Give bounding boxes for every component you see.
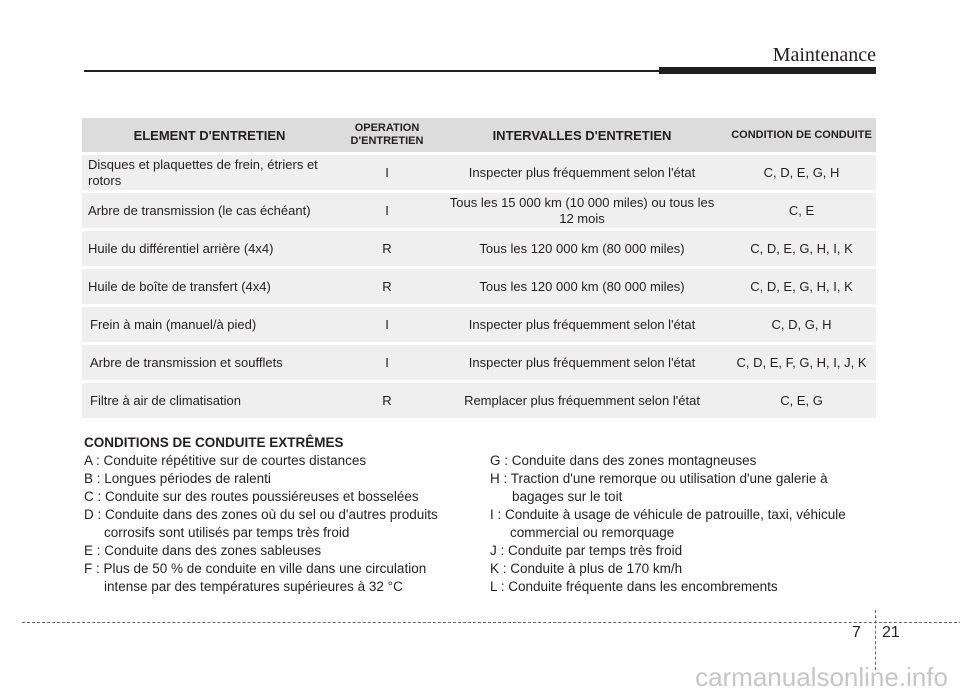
cell-condition: C, D, E, G, H, I, K <box>727 269 876 304</box>
table-row <box>82 193 876 228</box>
chapter-number: 7 <box>852 624 861 641</box>
condition-item: I : Conduite à usage de véhicule de patrouille, taxi, véhicule commercial ou remorquage <box>490 507 846 540</box>
table-row <box>82 155 876 190</box>
table-header-row <box>82 118 876 152</box>
table-row <box>82 231 876 266</box>
maintenance-table <box>82 115 876 421</box>
cell-operation: R <box>337 269 437 304</box>
header-operation: OPERATION D'ENTRETIEN <box>337 118 437 152</box>
page-number-separator <box>875 610 876 670</box>
cell-element: Disques et plaquettes de frein, étriers et rotors <box>82 155 337 190</box>
conditions-right-column <box>490 452 876 596</box>
condition-item: B : Longues périodes de ralenti <box>84 471 271 486</box>
cell-operation: I <box>337 345 437 380</box>
cell-interval: Tous les 15 000 km (10 000 miles) ou tous les 12 mois <box>437 193 727 228</box>
cell-condition: C, E, G <box>727 383 876 418</box>
condition-item: A : Conduite répétitive sur de courtes distances <box>84 453 367 468</box>
condition-item: D : Conduite dans des zones où du sel ou d'autres produits corrosifs sont utilisés par temps très froid <box>84 507 438 540</box>
cell-condition: C, D, G, H <box>727 307 876 342</box>
cell-interval: Inspecter plus fréquemment selon l'état <box>437 345 727 380</box>
footer-rule <box>22 622 960 623</box>
cell-operation: I <box>337 307 437 342</box>
header-element: ELEMENT D'ENTRETIEN <box>82 118 337 152</box>
cell-interval: Tous les 120 000 km (80 000 miles) <box>437 269 727 304</box>
cell-element: Huile du différentiel arrière (4x4) <box>82 231 337 266</box>
cell-element: Frein à main (manuel/à pied) <box>82 307 337 342</box>
header-condition: CONDITION DE CONDUITE <box>727 118 876 152</box>
cell-interval: Inspecter plus fréquemment selon l'état <box>437 307 727 342</box>
header-rule-thick <box>659 67 876 74</box>
conditions-heading: CONDITIONS DE CONDUITE EXTRÊMES <box>84 435 344 450</box>
table-row <box>82 383 876 418</box>
condition-item: C : Conduite sur des routes poussiéreuses et bosselées <box>84 489 419 504</box>
table-row <box>82 345 876 380</box>
table-row <box>82 307 876 342</box>
cell-element: Filtre à air de climatisation <box>82 383 337 418</box>
condition-item: G : Conduite dans des zones montagneuses <box>490 453 757 468</box>
condition-item: L : Conduite fréquente dans les encombrements <box>490 579 778 594</box>
cell-operation: R <box>337 383 437 418</box>
cell-condition: C, E <box>727 193 876 228</box>
cell-interval: Inspecter plus fréquemment selon l'état <box>437 155 727 190</box>
condition-item: J : Conduite par temps très froid <box>490 543 683 558</box>
cell-condition: C, D, E, G, H <box>727 155 876 190</box>
cell-condition: C, D, E, G, H, I, K <box>727 231 876 266</box>
cell-element: Arbre de transmission et soufflets <box>82 345 337 380</box>
header-rule-thin <box>84 70 659 72</box>
page-number: 21 <box>882 624 900 641</box>
section-title: Maintenance <box>772 44 876 66</box>
cell-operation: I <box>337 193 437 228</box>
cell-interval: Tous les 120 000 km (80 000 miles) <box>437 231 727 266</box>
cell-element: Huile de boîte de transfert (4x4) <box>82 269 337 304</box>
cell-operation: R <box>337 231 437 266</box>
table-row <box>82 269 876 304</box>
watermark: carmanualsonline.info <box>695 662 948 692</box>
condition-item: H : Traction d'une remorque ou utilisation d'une galerie à bagages sur le toit <box>490 471 828 504</box>
condition-item: F : Plus de 50 % de conduite en ville dans une circulation intense par des températures supérieures à 32 °C <box>84 561 427 594</box>
condition-item: K : Conduite à plus de 170 km/h <box>490 561 683 576</box>
cell-condition: C, D, E, F, G, H, I, J, K <box>727 345 876 380</box>
cell-interval: Remplacer plus fréquemment selon l'état <box>437 383 727 418</box>
cell-operation: I <box>337 155 437 190</box>
cell-element: Arbre de transmission (le cas échéant) <box>82 193 337 228</box>
condition-item: E : Conduite dans des zones sableuses <box>84 543 322 558</box>
header-intervals: INTERVALLES D'ENTRETIEN <box>437 118 727 152</box>
conditions-left-column <box>84 434 469 596</box>
